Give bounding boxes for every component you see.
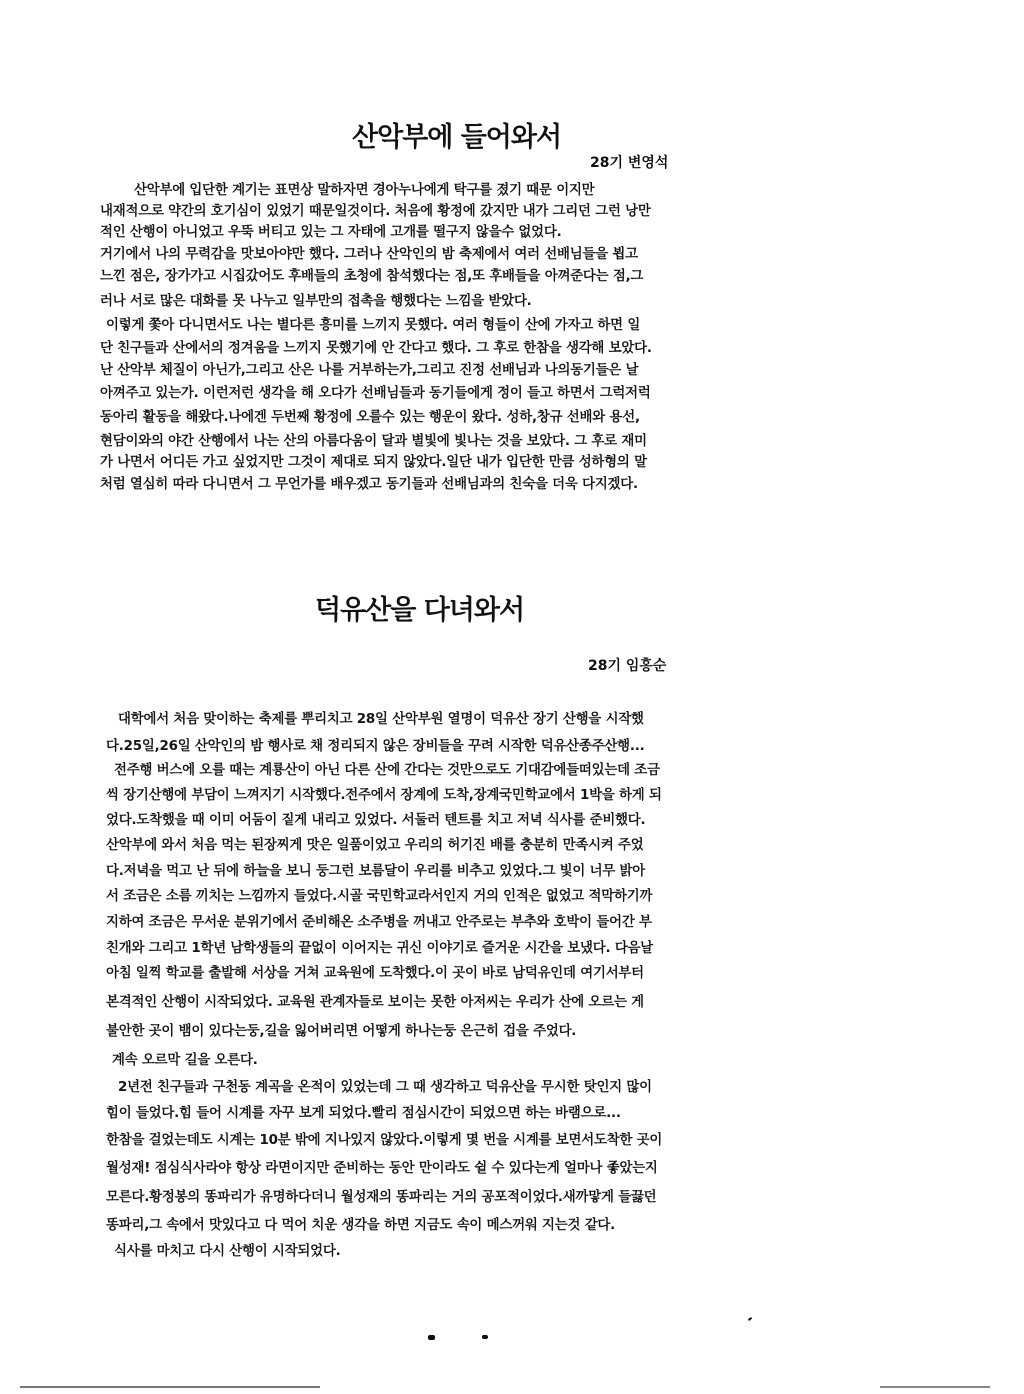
body-line: 었다.도착했을 때 이미 어둠이 짙게 내리고 있었다. 서둘러 텐트를 치고 저녁 식사를 준비했다. bbox=[106, 813, 646, 828]
body-line: 지하여 조금은 무서운 분위기에서 준비해온 소주병을 꺼내고 안주로는 부추와 호박이 들어간 부 bbox=[106, 915, 652, 930]
body-line: 힘이 들었다.힘 들어 시계를 자꾸 보게 되었다.빨리 점심시간이 되었으면 하는 바램으로... bbox=[106, 1106, 621, 1121]
body-line: 전주행 버스에 오를 때는 계룡산이 아닌 다른 산에 간다는 것만으로도 기대감에들떠있는데 조금 bbox=[114, 763, 660, 778]
body-line: 모른다.황정봉의 똥파리가 유명하다더니 월성재의 똥파리는 거의 공포적이었다.새까맣게 들끓던 bbox=[106, 1190, 657, 1205]
body-line: 현담이와의 야간 산행에서 나는 산의 아름다움이 달과 별빛에 빛나는 것을 보았다. 그 후로 재미 bbox=[100, 434, 647, 449]
body-line: 다.저녁을 먹고 난 뒤에 하늘을 보니 둥그런 보름달이 우리를 비추고 있었다.그 빛이 너무 밝아 bbox=[106, 864, 645, 879]
scan-speck bbox=[748, 1317, 752, 1321]
body-line: 산악부에 와서 처음 먹는 된장찌게 맛은 일품이었고 우리의 허기진 배를 충분히 만족시켜 주었 bbox=[106, 838, 644, 853]
body-line: 적인 산행이 아니었고 우뚝 버티고 있는 그 자태에 고개를 떨구지 않을수 없었다. bbox=[100, 225, 562, 240]
author-byline: 28기 변영석 bbox=[590, 155, 669, 171]
essay-title: 덕유산을 다녀와서 bbox=[315, 595, 525, 626]
body-line: 대학에서 처음 맞이하는 축제를 뿌리치고 28일 산악부원 열명이 덕유산 장기 산행을 시작했 bbox=[118, 712, 644, 727]
body-line: 씩 장기산행에 부담이 느껴지기 시작했다.전주에서 장계에 도착,장계국민학교에서 1박을 하게 되 bbox=[106, 788, 662, 803]
body-line: 산악부에 입단한 계기는 표면상 말하자면 경아누나에게 탁구를 졌기 때문 이지만 bbox=[134, 183, 595, 198]
scan-speck bbox=[482, 1335, 488, 1339]
body-line: 처럼 열심히 따라 다니면서 그 무언가를 배우겠고 동기들과 선배님과의 친숙을 더욱 다지겠다. bbox=[100, 477, 638, 492]
body-line: 가 나면서 어디든 가고 싶었지만 그것이 제대로 되지 않았다.일단 내가 입단한 만큼 성하형의 말 bbox=[100, 455, 647, 470]
body-line: 서 조금은 소름 끼치는 느낌까지 들었다.시골 국민학교라서인지 거의 인적은 없었고 적막하기까 bbox=[106, 889, 653, 904]
body-line: 다.25일,26일 산악인의 밤 행사로 채 정리되지 않은 장비들을 꾸려 시작한 덕유산종주산행... bbox=[106, 739, 645, 754]
body-line: 불안한 곳이 뱀이 있다는둥,길을 잃어버리면 어떻게 하나는둥 은근히 겁을 주었다. bbox=[106, 1024, 577, 1039]
body-line: 동아리 활동을 해왔다.나에겐 두번째 황정에 오를수 있는 행운이 왔다. 성하,창규 선배와 용선, bbox=[100, 410, 640, 425]
body-line: 이렇게 쫓아 다니면서도 나는 별다른 흥미를 느끼지 못했다. 여러 형들이 산에 가자고 하면 일 bbox=[106, 318, 641, 333]
scan-edge-mark bbox=[880, 1386, 990, 1388]
author-byline: 28기 임홍순 bbox=[588, 658, 667, 674]
essay-title: 산악부에 들어와서 bbox=[352, 122, 562, 153]
scan-speck bbox=[428, 1335, 435, 1340]
body-line: 본격적인 산행이 시작되었다. 교육원 관계자들로 보이는 못한 아저씨는 우리가 산에 오르는 게 bbox=[106, 995, 644, 1010]
body-line: 난 산악부 체질이 아닌가,그리고 산은 나를 거부하는가,그리고 진정 선배님과 나의동기들은 날 bbox=[100, 363, 639, 378]
body-line: 단 친구들과 산에서의 정겨움을 느끼지 못했기에 안 간다고 했다. 그 후로 한참을 생각해 보았다. bbox=[100, 341, 652, 356]
body-line: 식사를 마치고 다시 산행이 시작되었다. bbox=[114, 1244, 341, 1259]
body-line: 계속 오르막 길을 오른다. bbox=[112, 1053, 258, 1068]
body-line: 내재적으로 약간의 호기심이 있었기 때문일것이다. 처음에 황정에 갔지만 내가 그리던 그런 낭만 bbox=[100, 204, 651, 219]
body-line: 러나 서로 많은 대화를 못 나누고 일부만의 접촉을 행했다는 느낌을 받았다. bbox=[100, 294, 532, 309]
body-line: 월성재! 점심식사라야 항상 라면이지만 준비하는 동안 만이라도 쉴 수 있다는게 얼마나 좋았는지 bbox=[106, 1161, 658, 1176]
body-line: 느낀 점은, 장가가고 시집갔어도 후배들의 초청에 참석했다는 점,또 후배들을 아껴준다는 점,그 bbox=[100, 269, 644, 284]
body-line: 2년전 친구들과 구천동 계곡을 온적이 있었는데 그 때 생각하고 덕유산을 무시한 탓인지 많이 bbox=[118, 1080, 652, 1095]
scan-edge-mark bbox=[20, 1386, 320, 1388]
body-line: 거기에서 나의 무력감을 맛보아야만 했다. 그러나 산악인의 밤 축제에서 여러 선배님들을 뵙고 bbox=[100, 247, 638, 262]
body-line: 한참을 걸었는데도 시계는 10분 밖에 지나있지 않았다.이렇게 몇 번을 시계를 보면서도착한 곳이 bbox=[106, 1133, 663, 1148]
body-line: 아침 일찍 학교를 출발해 서상을 거쳐 교육원에 도착했다.이 곳이 바로 남덕유인데 여기서부터 bbox=[106, 966, 644, 981]
body-line: 친개와 그리고 1학년 남학생들의 끝없이 이어지는 귀신 이야기로 즐거운 시간을 보냈다. 다음날 bbox=[106, 941, 654, 956]
body-line: 똥파리,그 속에서 맛있다고 다 먹어 치운 생각을 하면 지금도 속이 메스꺼워 지는것 같다. bbox=[106, 1218, 616, 1233]
body-line: 아껴주고 있는가. 이런저런 생각을 해 오다가 선배님들과 동기들에게 정이 들고 하면서 그럭저럭 bbox=[100, 386, 651, 401]
